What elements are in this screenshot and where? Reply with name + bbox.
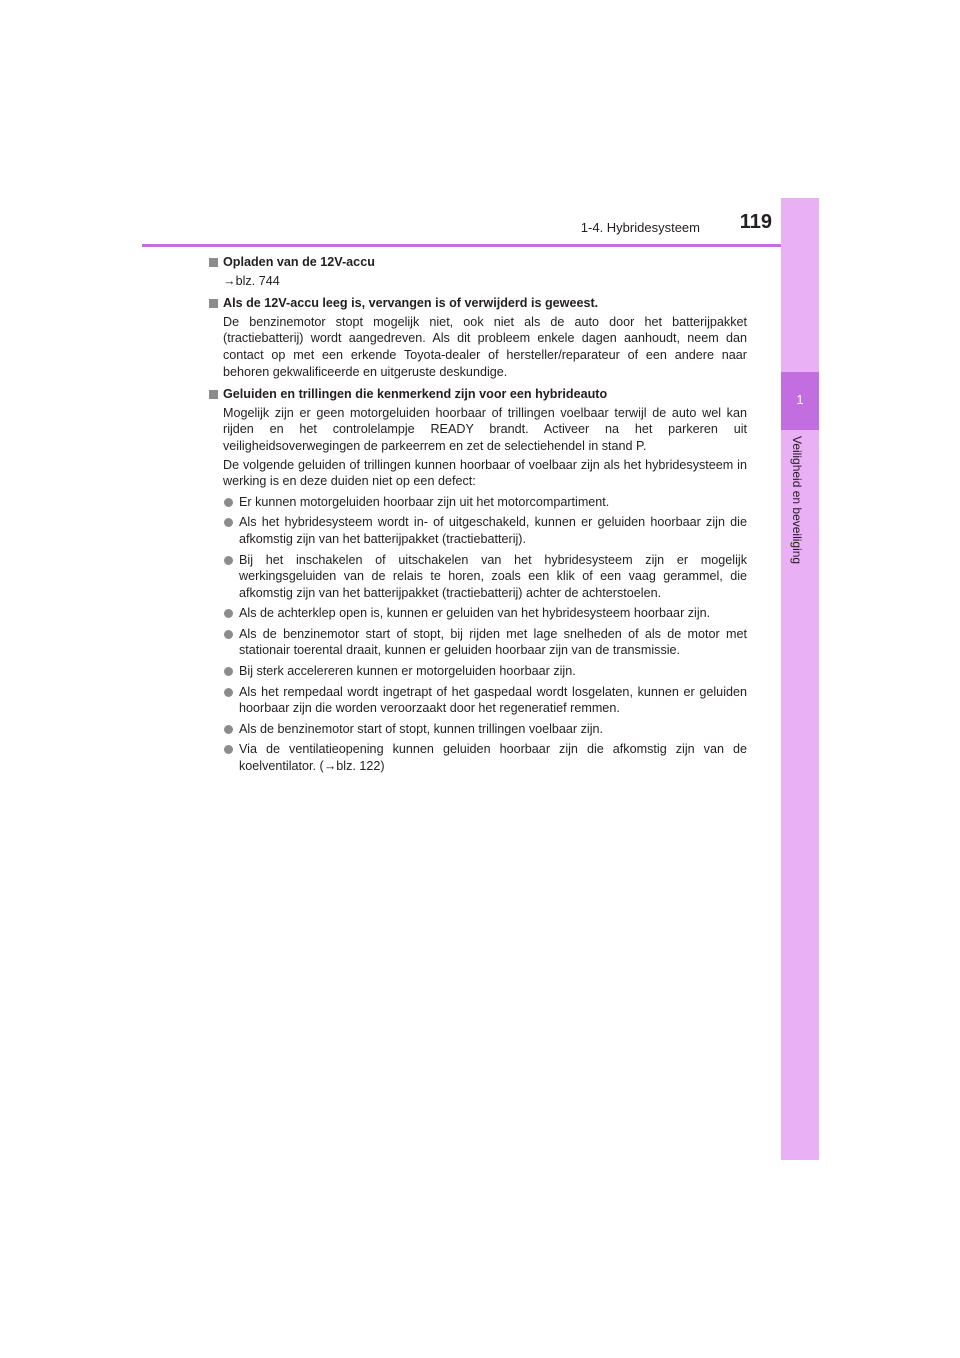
bullet-item: [209, 684, 747, 717]
bullet-text: Als het rempedaal wordt ingetrapt of het gaspedaal wordt losgelaten, kunnen er geluiden hoorbaar zijn die worden veroorzaakt door het regeneratief remmen.: [239, 684, 747, 716]
bullet-item: [209, 494, 747, 511]
bullet-text: Als de achterklep open is, kunnen er geluiden van het hybridesysteem hoorbaar zijn.: [239, 606, 711, 621]
circle-bullet-icon: [224, 556, 233, 565]
section-heading-text: Als de 12V-accu leeg is, vervangen is of verwijderd is geweest.: [223, 296, 599, 311]
circle-bullet-icon: [224, 518, 233, 527]
bullet-item: [209, 514, 747, 547]
section-heading: [209, 295, 747, 312]
paragraph: De volgende geluiden of trillingen kunnen hoorbaar of voelbaar zijn als het hybridesysteem in werking is en deze duiden niet op een defect:: [223, 457, 747, 489]
circle-bullet-icon: [224, 630, 233, 639]
circle-bullet-icon: [224, 688, 233, 697]
circle-bullet-icon: [224, 609, 233, 618]
section-heading: [209, 254, 747, 271]
square-bullet-icon: [209, 299, 218, 308]
bullet-item: [209, 721, 747, 738]
paragraph: →blz. 744: [223, 273, 280, 288]
section-heading: [209, 386, 747, 403]
section-heading-text: Opladen van de 12V-accu: [223, 255, 375, 269]
chapter-number: 1: [796, 392, 804, 407]
circle-bullet-icon: [224, 667, 233, 676]
bullet-item: [209, 626, 747, 659]
header-rule: [142, 244, 819, 247]
square-bullet-icon: [209, 390, 218, 399]
paragraph: De benzinemotor stopt mogelijk niet, ook niet als de auto door het batterijpakket (tractiebatterij) wordt aangedreven. Als dit probleem enkele dagen aanhoudt, neem dan contact op met een erkende Toyota-dealer of hersteller/reparateur of een andere naar behoren gekwalificeerde en uitgeruste deskundige.: [223, 314, 747, 379]
section-heading-text: Geluiden en trillingen die kenmerkend zijn voor een hybrideauto: [223, 387, 608, 402]
bullet-text: Bij het inschakelen of uitschakelen van het hybridesysteem zijn er mogelijk werkingsgeluiden van de relais te horen, zoals een klik of een vaag gerammel, die afkomstig zijn van het batterijpakket (tractiebatterij) achter de achterstoelen.: [239, 552, 747, 600]
bullet-text: Bij sterk accelereren kunnen er motorgeluiden hoorbaar zijn.: [239, 664, 576, 679]
circle-bullet-icon: [224, 498, 233, 507]
bullet-text: Er kunnen motorgeluiden hoorbaar zijn uit het motorcompartiment.: [239, 494, 610, 509]
circle-bullet-icon: [224, 745, 233, 754]
section-title: 1-4. Hybridesysteem: [580, 220, 700, 235]
chapter-title: Veiligheid en beveiliging: [790, 436, 804, 565]
page-content: [209, 254, 747, 775]
bullet-item: [209, 605, 747, 622]
bullet-text: Als de benzinemotor start of stopt, kunnen trillingen voelbaar zijn.: [239, 721, 604, 736]
bullet-text: Als het hybridesysteem wordt in- of uitgeschakeld, kunnen er geluiden hoorbaar zijn die afkomstig zijn van het batterijpakket (tractiebatterij).: [239, 515, 747, 546]
circle-bullet-icon: [224, 725, 233, 734]
square-bullet-icon: [209, 258, 218, 267]
page-number: 119: [739, 211, 772, 233]
bullet-item: [209, 741, 747, 774]
bullet-text: Via de ventilatieopening kunnen geluiden hoorbaar zijn die afkomstig zijn van de koelventilator. (→blz. 122): [239, 742, 747, 774]
bullet-item: [209, 552, 747, 602]
bullet-text: Als de benzinemotor start of stopt, bij rijden met lage snelheden of als de motor met stationair toerental draait, kunnen er geluiden hoorbaar zijn van de transmissie.: [239, 626, 747, 658]
bullet-item: [209, 663, 747, 680]
paragraph: Mogelijk zijn er geen motorgeluiden hoorbaar of trillingen voelbaar terwijl de auto wel kan rijden en het controlelampje READY brandt. Activeer na het parkeren uit veiligheidsoverwegingen de parkeerrem en zet de selectiehendel in stand P.: [223, 405, 747, 453]
chapter-side-tab: [781, 198, 819, 1160]
